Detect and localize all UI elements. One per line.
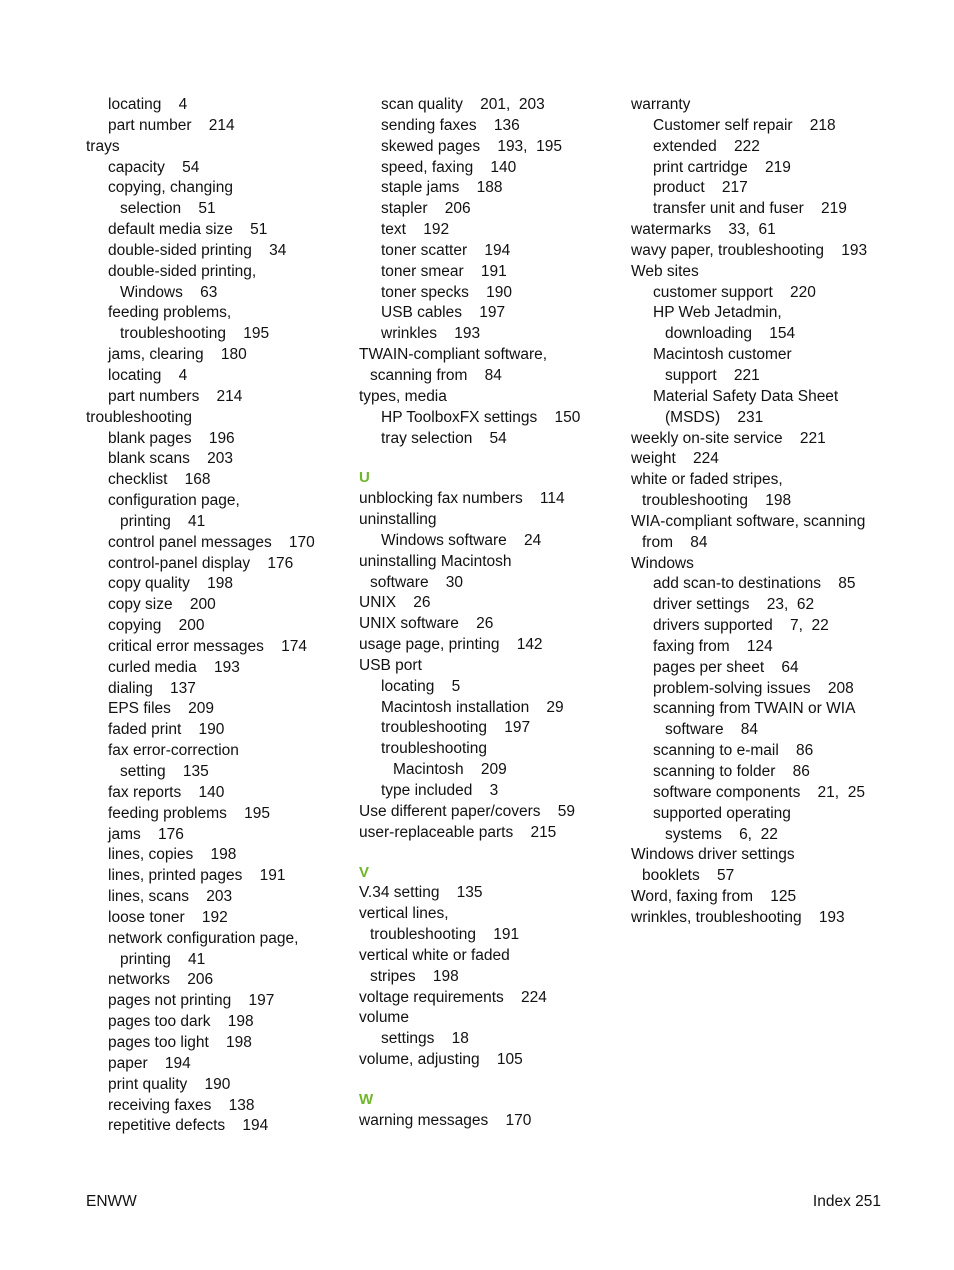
- index-entry: pages too light 198: [108, 1033, 252, 1051]
- index-entry: UNIX software 26: [359, 615, 494, 633]
- index-entry: TWAIN-compliant software,: [359, 346, 548, 364]
- index-entry: toner specks 190: [381, 283, 512, 301]
- index-entry: tray selection 54: [381, 429, 507, 447]
- index-entry: locating 4: [108, 366, 188, 384]
- index-entry: toner scatter 194: [381, 241, 511, 259]
- index-entry: troubleshooting 191: [370, 926, 520, 944]
- index-entry: speed, faxing 140: [381, 158, 517, 176]
- index-entry: wrinkles, troubleshooting 193: [631, 908, 845, 926]
- index-entry: Web sites: [631, 262, 699, 280]
- index-entry: pages too dark 198: [108, 1013, 254, 1031]
- index-entry: extended 222: [653, 137, 760, 155]
- index-entry: capacity 54: [108, 158, 200, 176]
- index-entry: networks 206: [108, 971, 214, 989]
- index-entry: scanning from 84: [370, 366, 502, 384]
- index-entry: HP Web Jetadmin,: [653, 304, 782, 322]
- index-entry: UNIX 26: [359, 594, 431, 612]
- index-entry: problem-solving issues 208: [653, 679, 854, 697]
- index-entry: part numbers 214: [108, 387, 243, 405]
- index-entry: types, media: [359, 387, 447, 405]
- index-entry: print quality 190: [108, 1075, 231, 1093]
- index-entry: drivers supported 7, 22: [653, 617, 829, 635]
- index-entry: printing 41: [120, 950, 206, 968]
- index-entry: supported operating: [653, 804, 791, 822]
- index-entry: Material Safety Data Sheet: [653, 387, 839, 405]
- index-entry: warranty: [631, 96, 691, 113]
- index-entry: volume, adjusting 105: [359, 1051, 523, 1069]
- index-entry: Windows driver settings: [631, 846, 795, 864]
- index-entry: stapler 206: [381, 200, 471, 218]
- index-entry: copy size 200: [108, 596, 216, 614]
- index-entry: Windows 63: [120, 283, 218, 301]
- index-entry: pages not printing 197: [108, 992, 275, 1010]
- index-column-1: [86, 95, 346, 1137]
- index-entry: software components 21, 25: [653, 783, 865, 801]
- index-entry: transfer unit and fuser 219: [653, 200, 847, 218]
- index-entry: wrinkles 193: [381, 325, 481, 343]
- index-entry: software 30: [370, 573, 464, 591]
- index-entry: copying, changing: [108, 179, 233, 197]
- index-entry: V.34 setting 135: [359, 884, 483, 902]
- index-entry: software 84: [665, 721, 759, 739]
- index-entry: double-sided printing 34: [108, 241, 287, 259]
- index-entry: control panel messages 170: [108, 533, 315, 551]
- index-entry: settings 18: [381, 1030, 469, 1048]
- index-entry: product 217: [653, 179, 748, 197]
- index-entry: troubleshooting 198: [642, 492, 792, 510]
- index-entry: control-panel display 176: [108, 554, 294, 572]
- index-entry: scanning to e-mail 86: [653, 742, 814, 760]
- index-entry: support 221: [665, 366, 760, 384]
- index-entry: feeding problems,: [108, 304, 232, 322]
- index-entry: blank scans 203: [108, 450, 233, 468]
- index-entry: dialing 137: [108, 679, 196, 697]
- index-entry: systems 6, 22: [665, 825, 778, 843]
- index-entry: lines, copies 198: [108, 846, 237, 864]
- index-entry: USB port: [359, 656, 422, 674]
- index-entry: faded print 190: [108, 721, 225, 739]
- index-entry: scanning to folder 86: [653, 763, 810, 780]
- index-entry: feeding problems 195: [108, 804, 270, 822]
- index-entry: watermarks 33, 61: [631, 221, 776, 239]
- index-entry: copy quality 198: [108, 575, 233, 593]
- index-entry: weekly on-site service 221: [631, 429, 826, 447]
- index-entry: vertical white or faded: [359, 946, 510, 964]
- index-entry: WIA-compliant software, scanning: [631, 512, 866, 530]
- index-entry: Macintosh 209: [393, 761, 507, 779]
- index-entry: locating 4: [108, 96, 188, 113]
- index-entry: lines, printed pages 191: [108, 867, 286, 885]
- section-letter-w: W: [359, 1090, 374, 1108]
- index-entry: troubleshooting: [381, 740, 487, 758]
- index-entry: type included 3: [381, 782, 499, 799]
- index-entry: Use different paper/covers 59: [359, 802, 575, 820]
- index-entry: configuration page,: [108, 492, 240, 510]
- index-entry: copying 200: [108, 617, 205, 635]
- index-entry: voltage requirements 224: [359, 988, 547, 1006]
- index-entry: checklist 168: [108, 471, 211, 489]
- index-entry: double-sided printing,: [108, 262, 257, 280]
- index-entry: fax reports 140: [108, 783, 225, 801]
- index-entry: setting 135: [120, 763, 209, 780]
- index-entry: Word, faxing from 125: [631, 888, 797, 906]
- index-entry: receiving faxes 138: [108, 1096, 255, 1114]
- index-entry: wavy paper, troubleshooting 193: [631, 241, 868, 259]
- index-column-2: [359, 95, 619, 1132]
- index-entry: scan quality 201, 203: [381, 96, 545, 113]
- index-entry: troubleshooting 195: [120, 325, 270, 343]
- index-entry: curled media 193: [108, 658, 240, 676]
- index-entry: faxing from 124: [653, 637, 773, 655]
- index-entry: white or faded stripes,: [631, 471, 783, 489]
- index-entry: text 192: [381, 221, 450, 239]
- footer-left: ENWW: [86, 1193, 137, 1210]
- index-entry: uninstalling: [359, 511, 437, 529]
- index-entry: stripes 198: [370, 967, 459, 985]
- index-entry: Customer self repair 218: [653, 116, 836, 134]
- index-entry: from 84: [642, 533, 708, 551]
- index-entry: default media size 51: [108, 221, 268, 239]
- index-entry: paper 194: [108, 1054, 191, 1072]
- index-entry: Windows: [631, 554, 694, 572]
- index-entry: jams 176: [108, 825, 184, 843]
- index-entry: printing 41: [120, 512, 206, 530]
- index-column-3: [631, 95, 901, 929]
- index-entry: (MSDS) 231: [665, 408, 764, 426]
- index-entry: locating 5: [381, 677, 461, 695]
- index-entry: sending faxes 136: [381, 116, 520, 134]
- index-entry: part number 214: [108, 116, 235, 134]
- index-entry: EPS files 209: [108, 700, 214, 718]
- index-entry: HP ToolboxFX settings 150: [381, 408, 581, 426]
- index-entry: volume: [359, 1009, 409, 1027]
- section-letter-u: U: [359, 469, 370, 487]
- index-entry: Windows software 24: [381, 531, 542, 549]
- index-entry: warning messages 170: [359, 1111, 532, 1129]
- index-entry: staple jams 188: [381, 179, 503, 197]
- index-entry: loose toner 192: [108, 908, 228, 926]
- index-entry: vertical lines,: [359, 905, 449, 923]
- index-entry: USB cables 197: [381, 304, 506, 322]
- index-entry: troubleshooting 197: [381, 719, 531, 737]
- index-entry: uninstalling Macintosh: [359, 552, 512, 570]
- index-entry: toner smear 191: [381, 262, 507, 280]
- index-entry: print cartridge 219: [653, 158, 791, 176]
- index-entry: weight 224: [631, 450, 719, 468]
- index-entry: pages per sheet 64: [653, 658, 799, 676]
- index-entry: troubleshooting: [86, 408, 192, 426]
- index-entry: jams, clearing 180: [108, 346, 247, 364]
- index-entry: network configuration page,: [108, 929, 299, 947]
- index-entry: critical error messages 174: [108, 637, 307, 655]
- index-entry: usage page, printing 142: [359, 636, 543, 654]
- index-entry: booklets 57: [642, 867, 735, 885]
- index-entry: blank pages 196: [108, 429, 235, 447]
- index-entry: customer support 220: [653, 283, 816, 301]
- index-entry: lines, scans 203: [108, 888, 233, 906]
- index-entry: Macintosh installation 29: [381, 698, 564, 716]
- index-entry: downloading 154: [665, 325, 796, 343]
- index-entry: unblocking fax numbers 114: [359, 490, 565, 508]
- index-entry: user-replaceable parts 215: [359, 823, 557, 841]
- footer-page-number: Index 251: [812, 1193, 881, 1210]
- index-entry: selection 51: [120, 200, 216, 218]
- index-entry: add scan-to destinations 85: [653, 575, 856, 593]
- index-entry: scanning from TWAIN or WIA: [653, 700, 856, 718]
- index-entry: trays: [86, 137, 120, 155]
- index-entry: driver settings 23, 62: [653, 596, 815, 614]
- index-entry: skewed pages 193, 195: [381, 137, 562, 155]
- section-letter-v: V: [359, 863, 370, 881]
- index-entry: fax error-correction: [108, 742, 239, 760]
- index-entry: repetitive defects 194: [108, 1117, 269, 1135]
- index-entry: Macintosh customer: [653, 346, 792, 364]
